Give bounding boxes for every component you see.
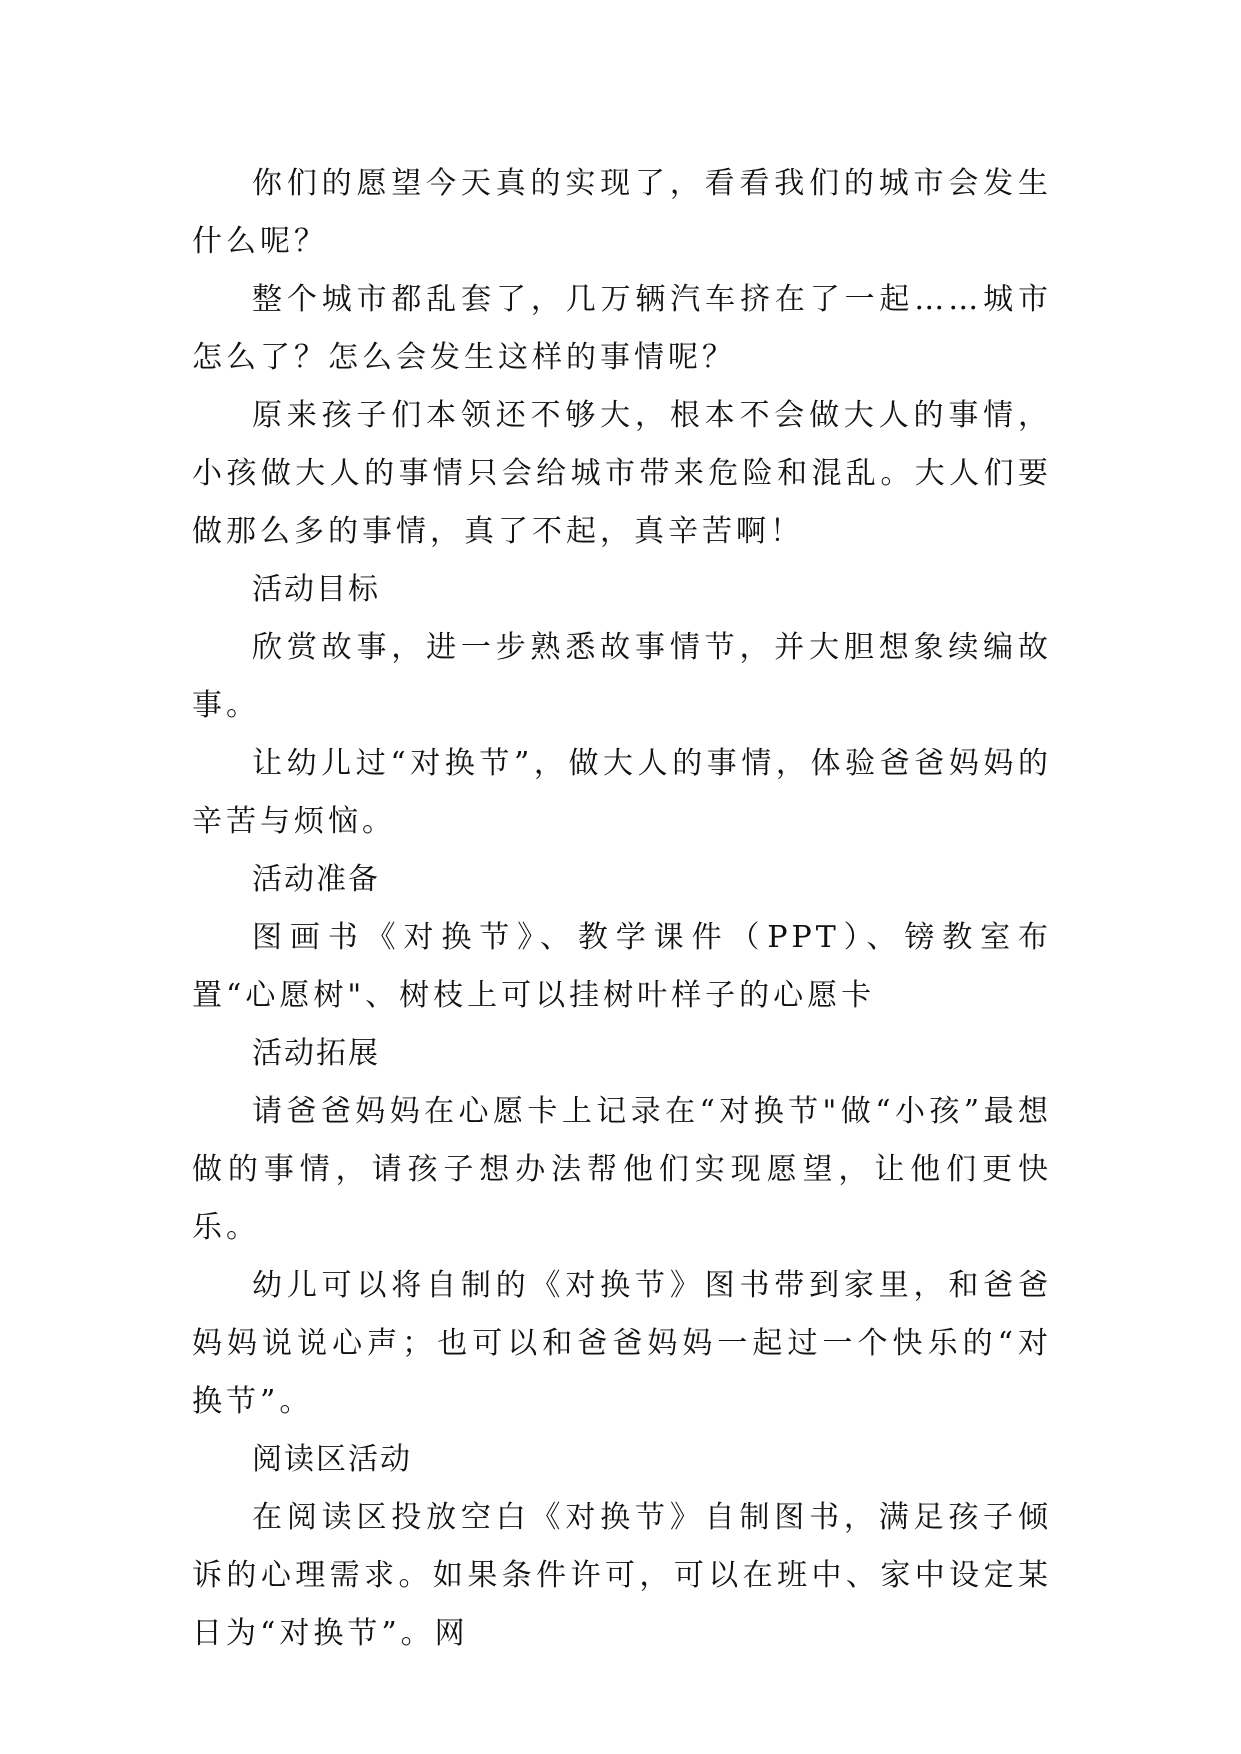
paragraph-extension-wish-card: 请爸爸妈妈在心愿卡上记录在“对换节"做“小孩”最想做的事情，请孩子想办法帮他们实现愿望，让他们更快乐。	[192, 1094, 1052, 1245]
paragraph-goal-swap-day: 让幼儿过“对换节”，做大人的事情，体验爸爸妈妈的辛苦与烦恼。	[192, 746, 1052, 839]
document-body	[192, 155, 1052, 1663]
heading-activity-extension: 活动拓展	[252, 1036, 380, 1071]
paragraph-children-ability: 原来孩子们本领还不够大，根本不会做大人的事情，小孩做大人的事情只会给城市带来危险和混乱。大人们要做那么多的事情，真了不起，真辛苦啊！	[192, 398, 1052, 549]
paragraph-preparation-materials: 图画书《对换节》、教学课件（PPT）、镑教室布置“心愿树"、树枝上可以挂树叶样子的心愿卡	[192, 920, 1052, 1013]
paragraph-goal-appreciate: 欣赏故事，进一步熟悉故事情节，并大胆想象续编故事。	[192, 630, 1052, 723]
heading-activity-preparation: 活动准备	[252, 862, 380, 897]
heading-reading-area: 阅读区活动	[252, 1442, 412, 1477]
heading-activity-goals: 活动目标	[252, 572, 380, 607]
paragraph-reading-area: 在阅读区投放空白《对换节》自制图书，满足孩子倾诉的心理需求。如果条件许可，可以在班中、家中设定某日为“对换节”。网	[192, 1500, 1052, 1651]
paragraph-extension-home-book: 幼儿可以将自制的《对换节》图书带到家里，和爸爸妈妈说说心声；也可以和爸爸妈妈一起过一个快乐的“对换节”。	[192, 1268, 1052, 1419]
paragraph-wish-realized: 你们的愿望今天真的实现了，看看我们的城市会发生什么呢？	[192, 166, 1052, 259]
paragraph-city-chaos: 整个城市都乱套了，几万辆汽车挤在了一起……城市怎么了？怎么会发生这样的事情呢？	[192, 282, 1052, 375]
